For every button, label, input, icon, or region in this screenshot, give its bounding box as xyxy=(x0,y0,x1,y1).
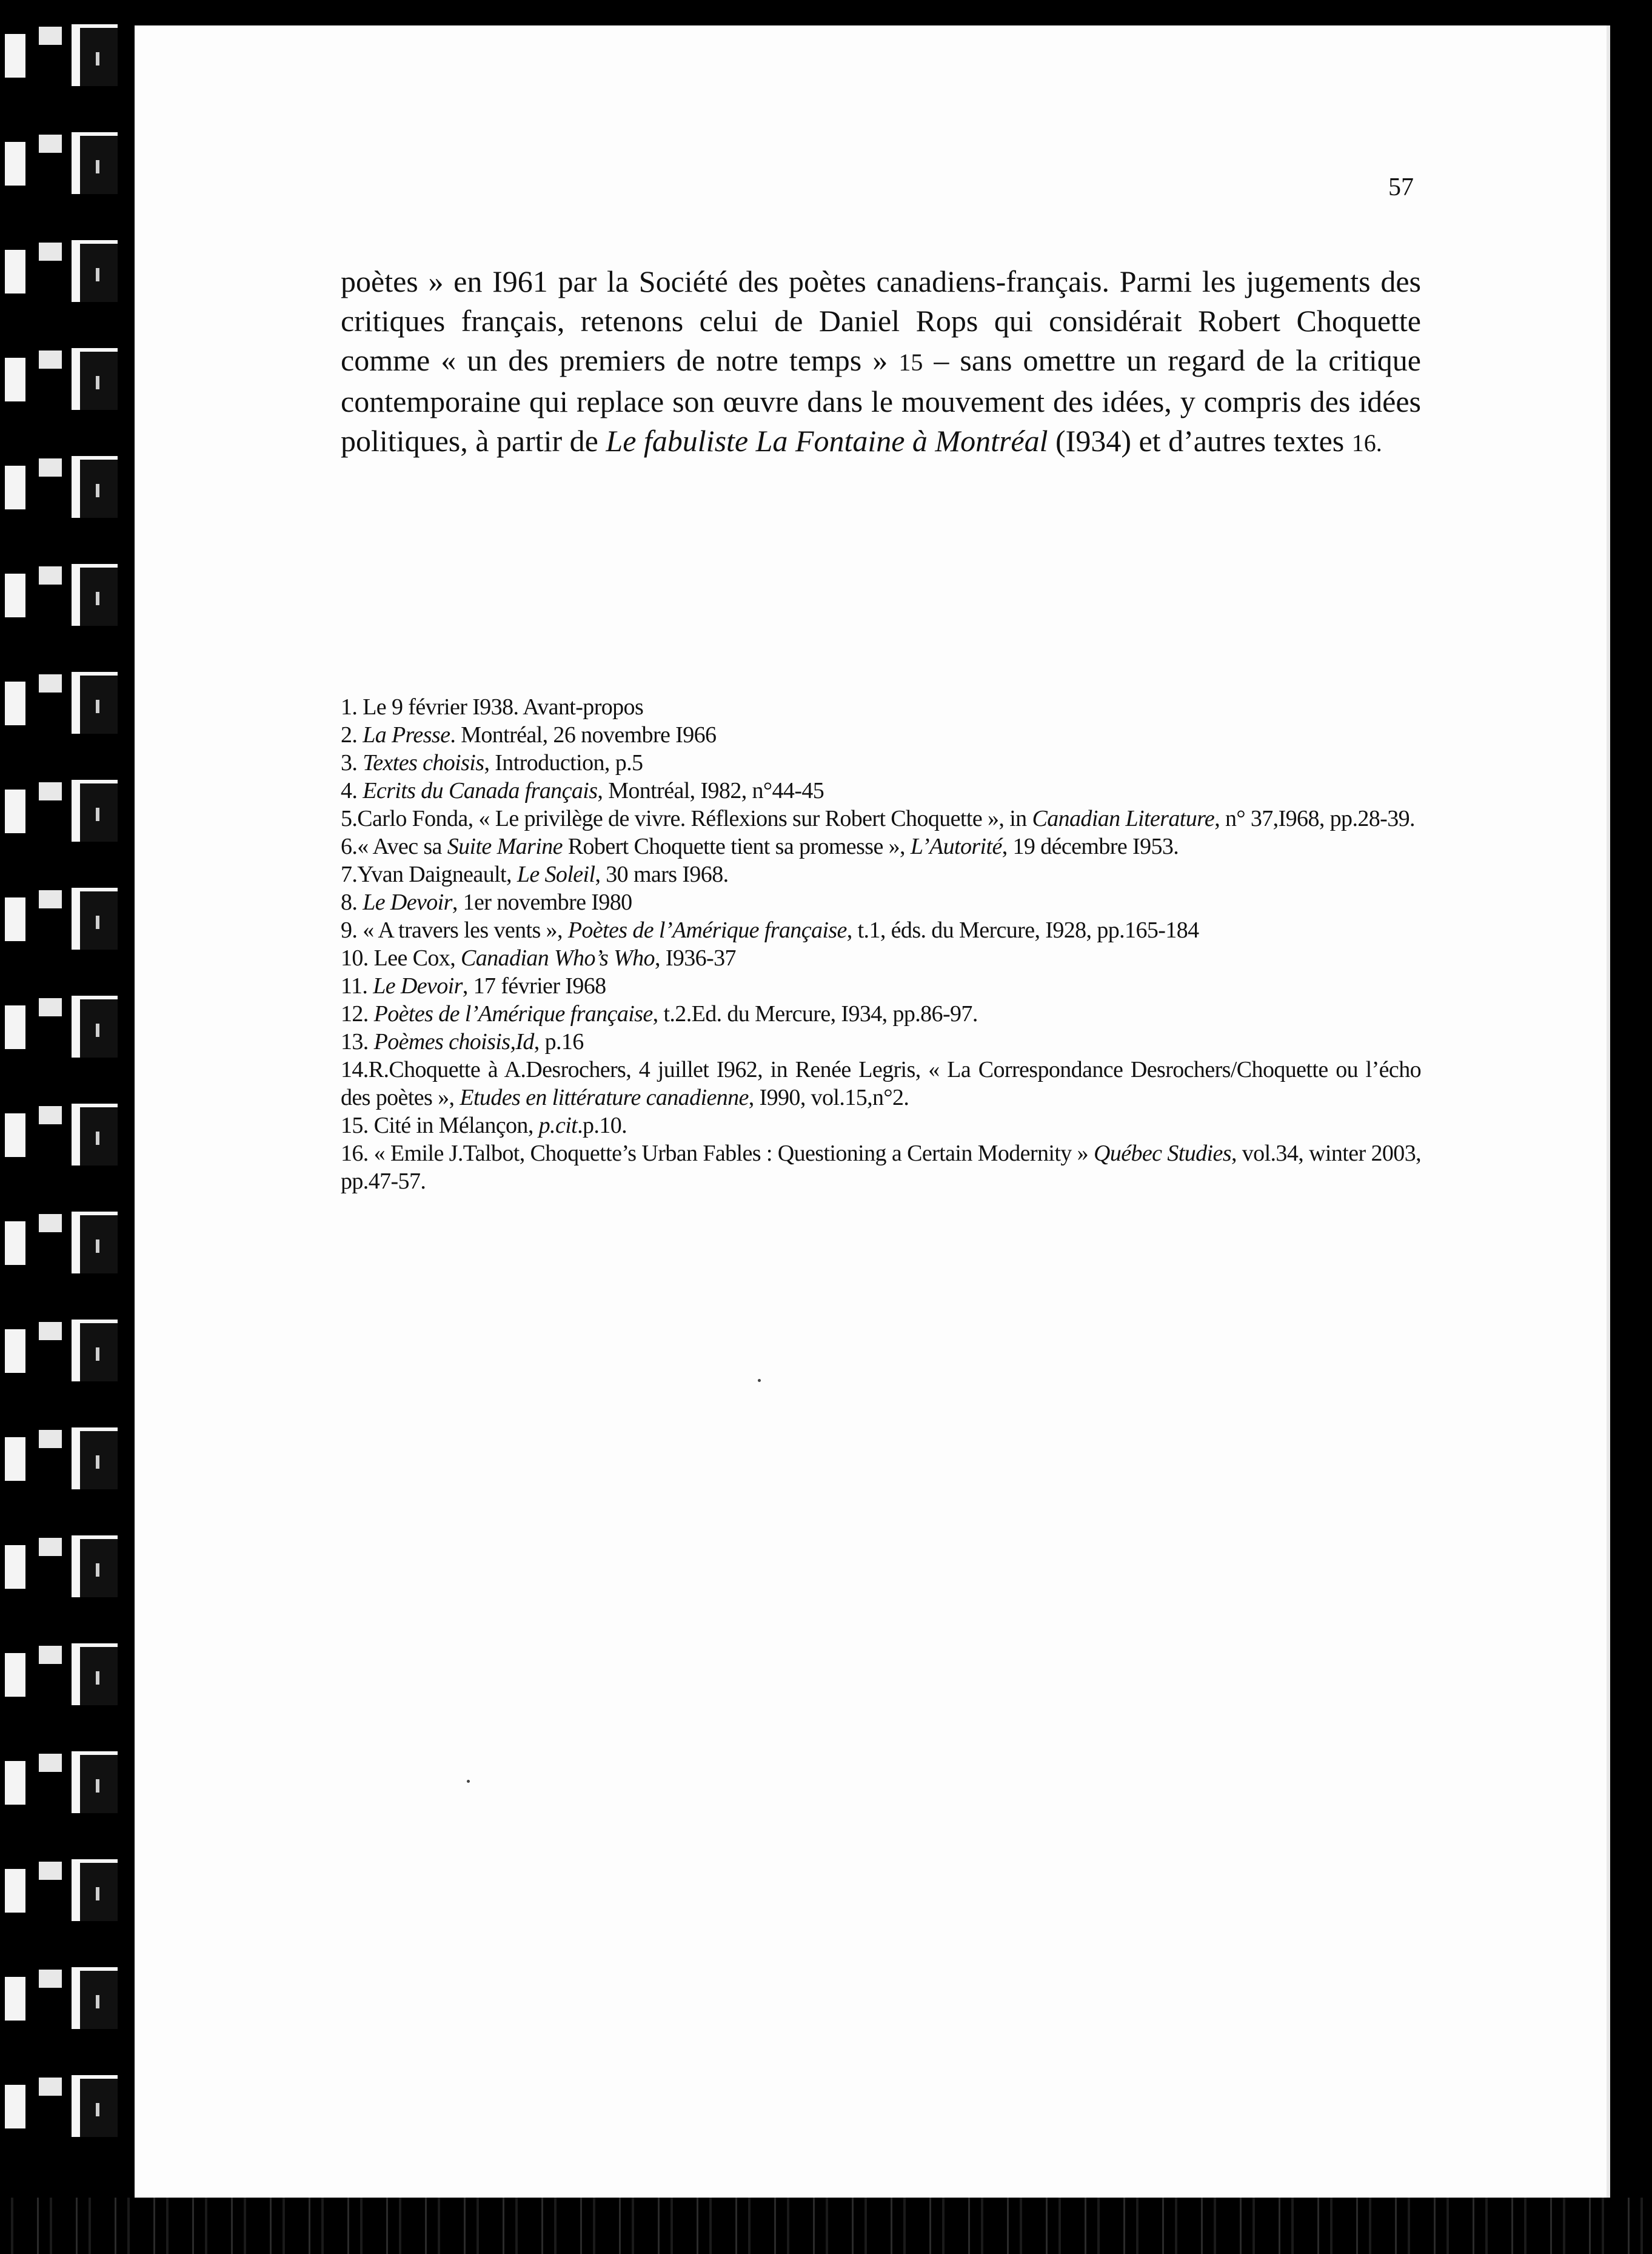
footnote-post: , Montréal, I982, n°44-45 xyxy=(597,778,824,803)
footnote-it: Québec Studies xyxy=(1093,1141,1231,1166)
footnote-item xyxy=(341,860,1421,888)
footnote-item xyxy=(341,888,1421,916)
binding-ring xyxy=(0,126,115,198)
binding-ring xyxy=(0,1853,115,1925)
footnote-post: . Montréal, 26 novembre I966 xyxy=(450,722,717,748)
footnote-it: Suite Marine xyxy=(447,834,563,859)
footnote-post: , 30 mars I968. xyxy=(595,862,729,887)
binding-ring xyxy=(0,342,115,414)
footnote-pre: 4. xyxy=(341,778,363,803)
footnote-item xyxy=(341,805,1421,833)
footnote-item xyxy=(341,721,1421,749)
footnote-it: Canadian Literature xyxy=(1032,806,1215,831)
footnote-it: Poèmes choisis,Id xyxy=(373,1029,534,1055)
footnote-item xyxy=(341,1139,1421,1195)
footnote-pre: 3. xyxy=(341,750,363,776)
footnote-post: , n° 37,I968, pp.28-39. xyxy=(1214,806,1415,831)
footnote-pre: 2. xyxy=(341,722,363,748)
page-number: 57 xyxy=(1388,173,1414,201)
footnote-pre: 10. Lee Cox, xyxy=(341,945,461,971)
footnote-pre: 14.R.Choquette à A.Desrochers, 4 juillet I962, in Renée Legris, « La Correspondance Desrochers/Choquette ou l’écho des poètes », xyxy=(341,1057,1421,1110)
footnote-post: , Introduction, p.5 xyxy=(484,750,643,776)
body-text-part-1: poètes » en I961 par la Société des poètes canadiens-français. Parmi les jugements des critiques français, retenons celui de Daniel Rops qui considérait Robert Choquette comme « un des premiers de notre temps » xyxy=(341,264,1421,377)
binding-ring xyxy=(0,2069,115,2141)
footnote-post: , t.1, éds. du Mercure, I928, pp.165-184 xyxy=(846,917,1199,943)
footnotes-list xyxy=(341,693,1421,1195)
footnote-it: La Presse xyxy=(363,722,450,748)
footnote-it: Le Soleil xyxy=(517,862,595,887)
footnote-post: , 1er novembre I980 xyxy=(452,890,632,915)
spiral-binding xyxy=(0,0,135,2254)
binding-ring xyxy=(0,450,115,522)
footnote-post2: , 19 décembre I953. xyxy=(1002,834,1179,859)
footnote-item xyxy=(341,777,1421,805)
footnote-post: , I990, vol.15,n°2. xyxy=(748,1085,909,1110)
footnote-item xyxy=(341,749,1421,777)
binding-ring xyxy=(0,18,115,90)
binding-ring xyxy=(0,234,115,306)
binding-ring xyxy=(0,558,115,629)
footnote-post: , p.16 xyxy=(533,1029,584,1055)
footnote-item xyxy=(341,944,1421,972)
scan-border xyxy=(0,2198,1652,2254)
footnote-it: Poètes de l’Amérique française xyxy=(373,1001,653,1027)
binding-ring xyxy=(0,666,115,737)
footnote-pre: 1. Le 9 février I938. Avant-propos xyxy=(341,694,644,720)
binding-ring xyxy=(0,1745,115,1817)
footnote-pre: 11. xyxy=(341,973,373,999)
footnote-it: Ecrits du Canada français xyxy=(363,778,598,803)
footnote-pre: 12. xyxy=(341,1001,374,1027)
footnote-pre: 16. « Emile J.Talbot, Choquette’s Urban Fables : Questioning a Certain Modernity » xyxy=(341,1141,1094,1166)
binding-ring xyxy=(0,1529,115,1601)
footnote-it: Le Devoir xyxy=(363,890,452,915)
body-paragraph xyxy=(341,262,1421,463)
book-title: Le fabuliste La Fontaine à Montréal xyxy=(606,424,1048,458)
footnote-it: Le Devoir xyxy=(373,973,463,999)
binding-ring xyxy=(0,1098,115,1169)
binding-ring xyxy=(0,882,115,953)
binding-ring xyxy=(0,990,115,1061)
footnote-pre: 5.Carlo Fonda, « Le privilège de vivre. Réflexions sur Robert Choquette », in xyxy=(341,806,1032,831)
footnote-item xyxy=(341,1000,1421,1028)
footnote-post: Robert Choquette tient sa promesse », xyxy=(562,834,911,859)
footnote-item xyxy=(341,693,1421,721)
footnote-post: , t.2.Ed. du Mercure, I934, pp.86-97. xyxy=(652,1001,978,1027)
footnote-item xyxy=(341,1112,1421,1139)
footnote-it2: L’Autorité xyxy=(910,834,1002,859)
footnote-item xyxy=(341,972,1421,1000)
footnote-pre: 15. Cité in Mélançon, xyxy=(341,1113,539,1138)
footnote-pre: 8. xyxy=(341,890,363,915)
scan-speck xyxy=(758,1379,761,1382)
footnote-item xyxy=(341,1028,1421,1056)
footnote-item xyxy=(341,833,1421,860)
footnote-ref-15: 15 xyxy=(898,349,923,376)
footnote-pre: 6.« Avec sa xyxy=(341,834,447,859)
footnote-post: , I936-37 xyxy=(654,945,736,971)
footnote-it: Etudes en littérature canadienne xyxy=(460,1085,749,1110)
footnote-it: p.cit xyxy=(538,1113,578,1138)
footnote-it: Canadian Who’s Who xyxy=(461,945,655,971)
binding-ring xyxy=(0,1961,115,2033)
body-text-part-3: (I934) et d’autres textes xyxy=(1048,424,1352,458)
binding-ring xyxy=(0,774,115,845)
binding-ring xyxy=(0,1313,115,1385)
body-text-part-2: – sans omettre un regard de la critique contemporaine qui replace son œuvre dans le mouvement des idées, y compris des idées politiques, à partir de xyxy=(341,343,1421,458)
binding-ring xyxy=(0,1206,115,1277)
scan-speck xyxy=(467,1780,470,1783)
footnote-pre: 13. xyxy=(341,1029,374,1055)
footnote-post: , 17 février I968 xyxy=(462,973,606,999)
footnote-ref-16: 16. xyxy=(1351,429,1382,457)
footnote-post: , vol.34, winter 2003, pp.47-57. xyxy=(341,1141,1421,1194)
footnote-pre: 9. « A travers les vents », xyxy=(341,917,568,943)
footnote-post: .p.10. xyxy=(577,1113,627,1138)
binding-ring xyxy=(0,1637,115,1709)
footnote-pre: 7.Yvan Daigneault, xyxy=(341,862,517,887)
footnote-it: Textes choisis xyxy=(363,750,484,776)
binding-ring xyxy=(0,1421,115,1493)
footnote-item xyxy=(341,916,1421,944)
footnote-item xyxy=(341,1056,1421,1112)
footnote-it: Poètes de l’Amérique française xyxy=(567,917,847,943)
